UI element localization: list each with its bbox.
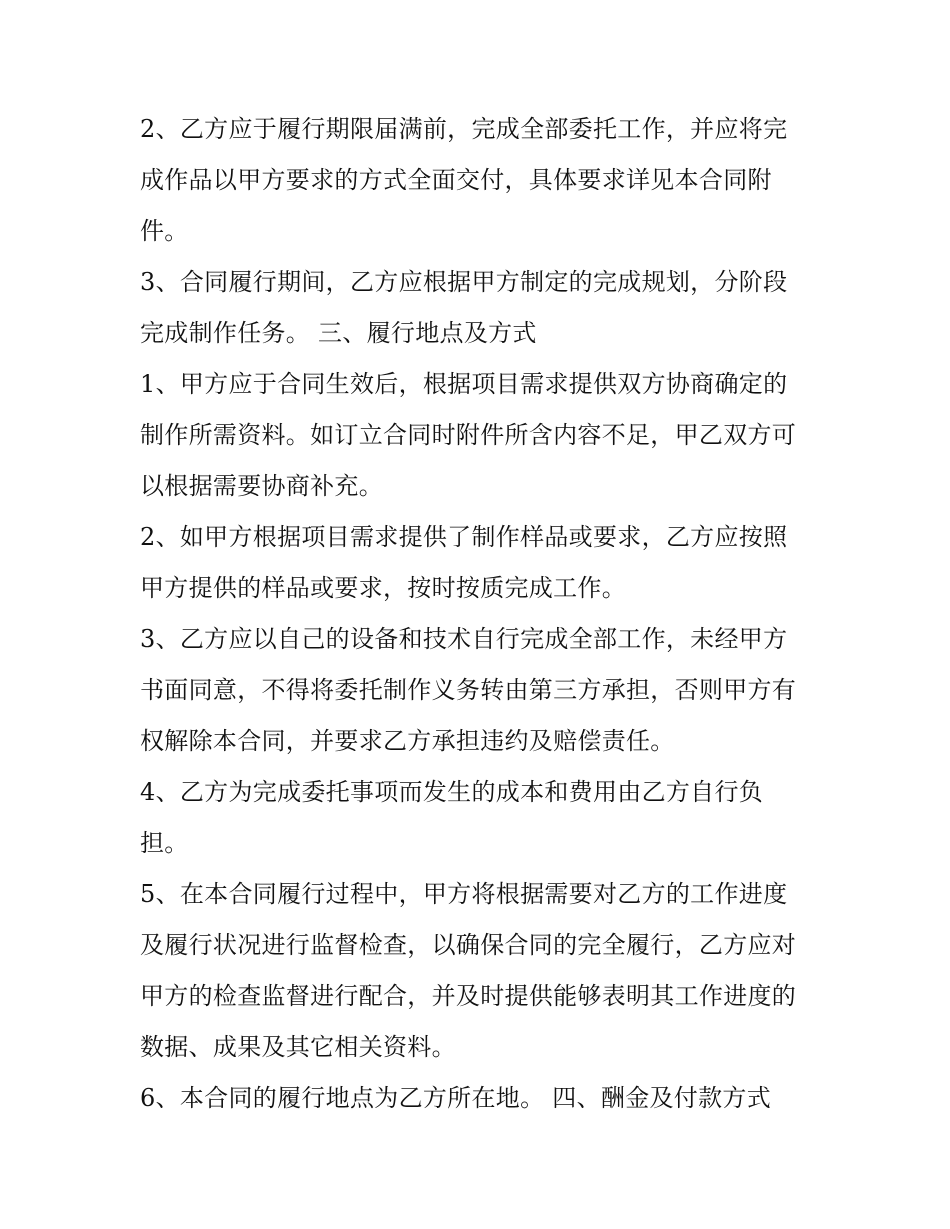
text-line: 2、如甲方根据项目需求提供了制作样品或要求，乙方应按照 xyxy=(140,523,788,551)
text-line: 3、合同履行期间，乙方应根据甲方制定的完成规划，分阶段 xyxy=(140,268,788,296)
text-line: 5、在本合同履行过程中，甲方将根据需要对乙方的工作进度 xyxy=(140,880,788,908)
text-line: 担。 xyxy=(140,829,189,857)
text-line: 2、乙方应于履行期限届满前，完成全部委托工作，并应将完 xyxy=(140,115,788,143)
text-line: 6、本合同的履行地点为乙方所在地。 四、酬金及付款方式 xyxy=(140,1084,771,1112)
text-line: 完成制作任务。 三、履行地点及方式 xyxy=(140,319,537,347)
text-line: 1、甲方应于合同生效后，根据项目需求提供双方协商确定的 xyxy=(140,370,788,398)
text-line: 数据、成果及其它相关资料。 xyxy=(140,1033,456,1061)
text-line: 以根据需要协商补充。 xyxy=(140,472,383,500)
text-line: 件。 xyxy=(140,217,189,245)
text-line: 甲方的检查监督进行配合，并及时提供能够表明其工作进度的 xyxy=(140,982,797,1010)
text-line: 4、乙方为完成委托事项而发生的成本和费用由乙方自行负 xyxy=(140,778,764,806)
text-line: 成作品以甲方要求的方式全面交付，具体要求详见本合同附 xyxy=(140,166,772,194)
document-body xyxy=(140,104,820,1124)
text-line: 3、乙方应以自己的设备和技术自行完成全部工作，未经甲方 xyxy=(140,625,788,653)
text-line: 制作所需资料。如订立合同时附件所含内容不足，甲乙双方可 xyxy=(140,421,797,449)
text-line: 甲方提供的样品或要求，按时按质完成工作。 xyxy=(140,574,626,602)
text-line: 及履行状况进行监督检查，以确保合同的完全履行，乙方应对 xyxy=(140,931,797,959)
text-line: 权解除本合同，并要求乙方承担违约及赔偿责任。 xyxy=(140,727,675,755)
text-line: 书面同意，不得将委托制作义务转由第三方承担，否则甲方有 xyxy=(140,676,797,704)
